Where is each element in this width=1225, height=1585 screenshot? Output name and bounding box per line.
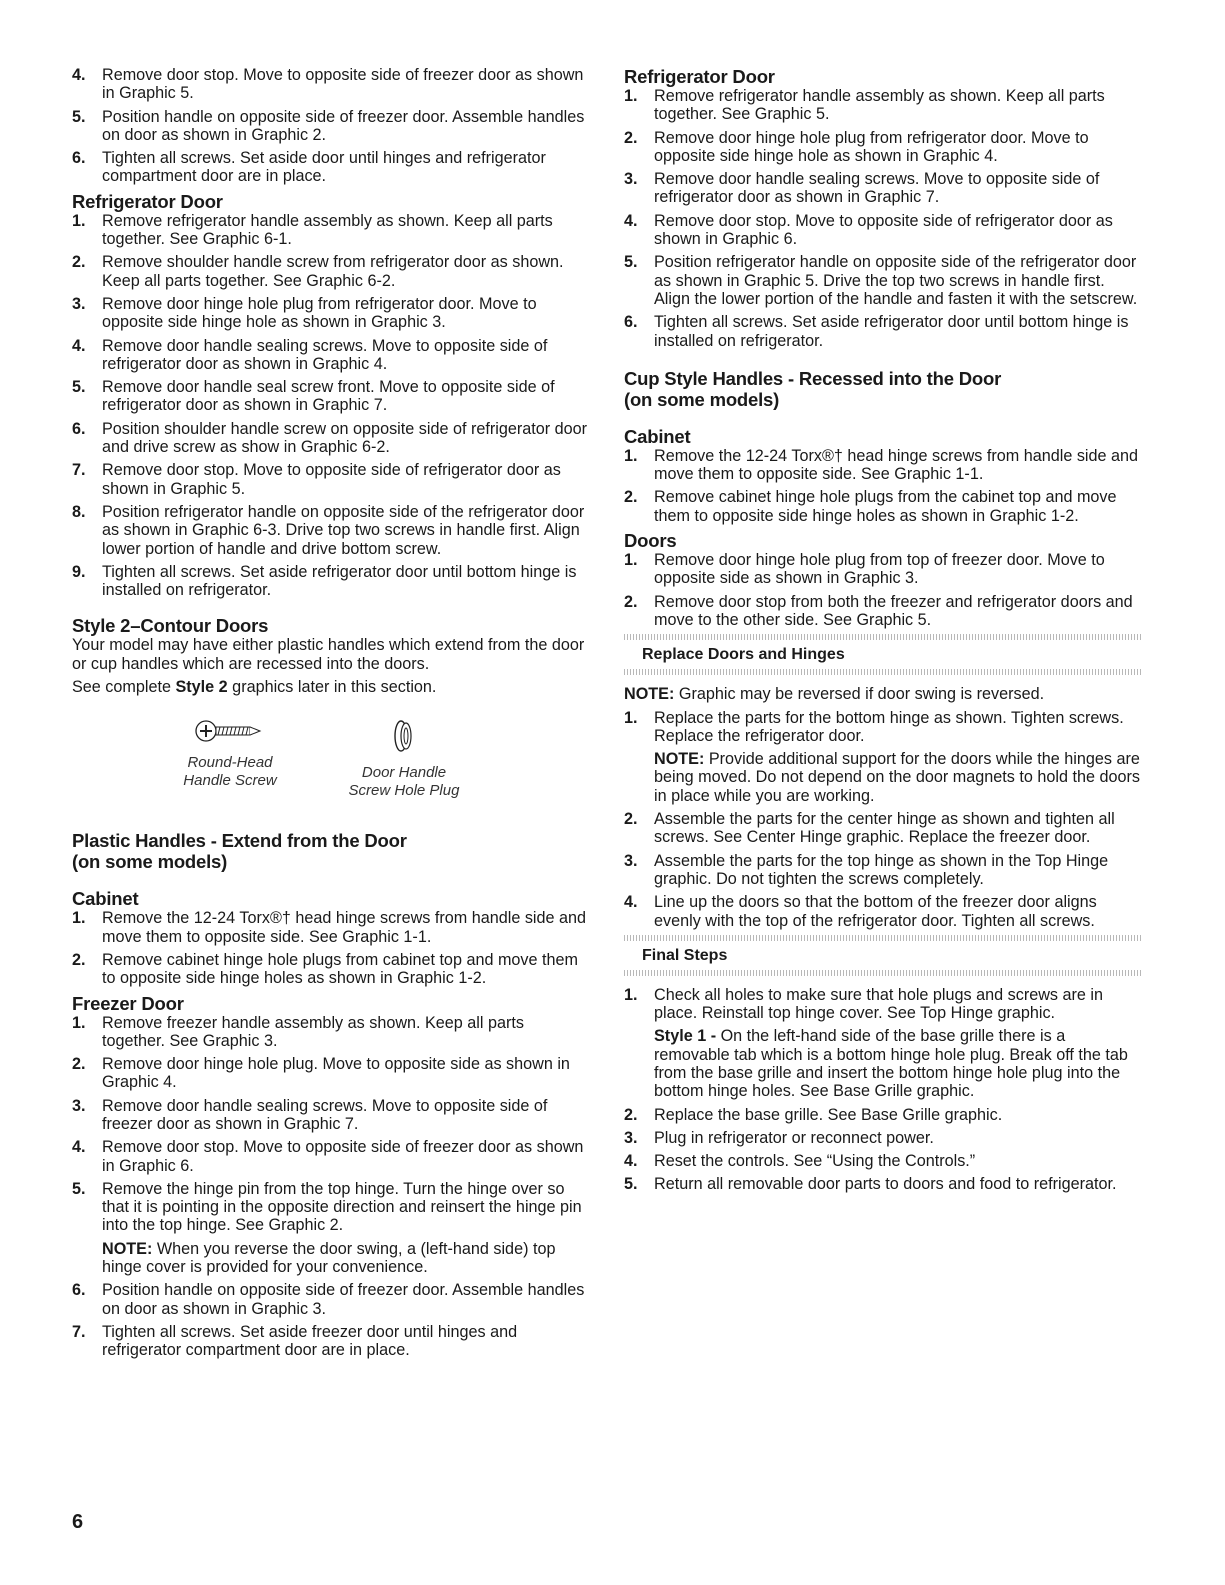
style1-text: On the left-hand side of the base grille there is a removable tab which is a bottom hinge hole plug. Break off the tab from the base grille and insert the bottom hinge hole plug into the bottom hinge holes. See Base Grille graphic. xyxy=(654,1027,1128,1101)
refrigerator-door-heading: Refrigerator Door xyxy=(72,190,223,212)
freezer-step5-note xyxy=(102,1240,588,1277)
step-text: Remove door hinge hole plug. Move to opposite side as shown in Graphic 4. xyxy=(102,1055,570,1092)
step-text: Position refrigerator handle on opposite side of the refrigerator door as shown in Graphic 6-3. Drive top two screws in handle first. Align lower portion of handle and drive bottom screw. xyxy=(102,502,585,558)
right-refrigerator-door-steps xyxy=(624,87,1142,350)
right-cabinet-heading: Cabinet xyxy=(624,425,691,447)
step-number: 2. xyxy=(624,810,638,829)
replace-steps-rest xyxy=(624,810,1142,930)
step-number: 3. xyxy=(72,294,86,313)
step-text: Remove the 12-24 Torx®† head hinge screws from handle side and move them to opposite side. See Graphic 1-1. xyxy=(102,909,587,946)
style2-graphics-note xyxy=(72,678,588,696)
freezer-door-steps-a xyxy=(72,1014,588,1175)
round-head-screw-figure xyxy=(170,716,290,800)
style1-note xyxy=(654,1027,1142,1100)
list-item xyxy=(72,1281,588,1318)
step-text: Remove door handle sealing screws. Move to opposite side of freezer door as shown in Graphic 7. xyxy=(102,1096,548,1133)
freezer-door-heading: Freezer Door xyxy=(72,992,184,1014)
step-text: Remove refrigerator handle assembly as shown. Keep all parts together. See Graphic 6-1. xyxy=(102,211,553,249)
step-number: 3. xyxy=(624,170,638,189)
step-number: 1. xyxy=(624,446,638,465)
step-number: 1. xyxy=(72,211,86,230)
list-item xyxy=(624,709,1142,805)
list-item xyxy=(624,593,1142,630)
step-number: 2. xyxy=(72,950,86,969)
list-item xyxy=(624,1129,1142,1147)
step-text: Remove shoulder handle screw from refrigerator door as shown. Keep all parts together. See Graphic 6-2. xyxy=(102,253,564,290)
intro-steps-list xyxy=(72,66,588,186)
step-text: Remove cabinet hinge hole plugs from cabinet top and move them to opposite side hinge holes as shown in Graphic 1-2. xyxy=(102,950,579,988)
step-text: Remove door handle sealing screws. Move to opposite side of refrigerator door as shown in Graphic 4. xyxy=(102,336,548,373)
step-text: Remove door hinge hole plug from refrigerator door. Move to opposite side hinge hole as shown in Graphic 4. xyxy=(654,128,1089,165)
list-item xyxy=(72,420,588,457)
step-text: Remove freezer handle assembly as shown. Keep all parts together. See Graphic 3. xyxy=(102,1013,524,1050)
list-item xyxy=(72,108,588,145)
section-divider xyxy=(624,669,1142,675)
replace-step1-note xyxy=(654,750,1142,805)
style2-description: Your model may have either plastic handles which extend from the door or cup handles which are recessed into the doors. xyxy=(72,636,585,673)
hole-plug-icon xyxy=(389,716,419,756)
list-item xyxy=(72,337,588,374)
list-item xyxy=(72,1055,588,1092)
step-number: 6. xyxy=(624,313,638,332)
list-item xyxy=(72,378,588,415)
note-label: NOTE: xyxy=(102,1239,153,1258)
step-text: Plug in refrigerator or reconnect power. xyxy=(654,1128,934,1147)
doors-heading: Doors xyxy=(624,530,677,552)
step-number: 1. xyxy=(72,1013,86,1032)
step-number: 1. xyxy=(624,551,638,570)
hole-plug-caption-1: Door Handle xyxy=(361,764,447,782)
style2-note-post: graphics later in this section. xyxy=(227,678,437,697)
final-steps-rest xyxy=(624,1106,1142,1194)
right-column xyxy=(624,66,1142,1199)
step-text: Tighten all screws. Set aside refrigerator door until bottom hinge is installed on refrigerator. xyxy=(654,313,1129,350)
note-label: NOTE: xyxy=(624,685,675,704)
left-column xyxy=(72,66,588,1365)
list-item xyxy=(624,447,1142,484)
step-number: 5. xyxy=(72,1179,86,1198)
step-text: Tighten all screws. Set aside door until hinges and refrigerator compartment door are in place. xyxy=(102,149,546,186)
list-item xyxy=(72,149,588,186)
style2-note-bold: Style 2 xyxy=(175,678,228,697)
step-number: 4. xyxy=(72,66,86,84)
list-item xyxy=(624,87,1142,124)
plastic-handles-heading-line1: Plastic Handles - Extend from the Door xyxy=(72,830,407,852)
list-item xyxy=(72,1323,588,1360)
refrigerator-door-steps xyxy=(72,212,588,600)
step-number: 4. xyxy=(72,336,86,355)
final-steps-title: Final Steps xyxy=(642,946,728,964)
step-number: 1. xyxy=(624,985,638,1004)
step-number: 9. xyxy=(72,562,86,581)
step-text: Position handle on opposite side of freezer door. Assemble handles on door as shown in Graphic 3. xyxy=(102,1281,585,1318)
step-number: 1. xyxy=(624,87,638,105)
step-number: 2. xyxy=(72,1055,86,1074)
style2-heading: Style 2–Contour Doors xyxy=(72,615,269,637)
cup-handles-heading xyxy=(624,368,1142,410)
list-item xyxy=(624,170,1142,207)
list-item xyxy=(624,1175,1142,1193)
step-number: 2. xyxy=(624,488,638,507)
round-head-screw-icon xyxy=(190,716,270,746)
list-item xyxy=(72,1097,588,1134)
freezer-door-step-5 xyxy=(72,1180,588,1276)
left-cabinet-steps xyxy=(72,909,588,987)
step-number: 4. xyxy=(624,893,638,912)
list-item xyxy=(72,503,588,558)
step-number: 2. xyxy=(72,253,86,272)
step-number: 3. xyxy=(72,1096,86,1115)
step-text: Remove door hinge hole plug from refrigerator door. Move to opposite side hinge hole as shown in Graphic 3. xyxy=(102,294,537,332)
final-step-1 xyxy=(624,986,1142,1101)
right-refrigerator-door-heading: Refrigerator Door xyxy=(624,66,775,87)
list-item xyxy=(624,488,1142,525)
list-item xyxy=(72,295,588,332)
round-head-caption-2: Handle Screw xyxy=(183,772,277,790)
step-text: Remove door stop. Move to opposite side of freezer door as shown in Graphic 6. xyxy=(102,1138,584,1175)
replace-note xyxy=(624,685,1142,703)
parts-figures xyxy=(72,716,588,800)
list-item xyxy=(624,253,1142,308)
step-number: 6. xyxy=(72,149,86,168)
step-number: 1. xyxy=(72,909,86,928)
step-number: 5. xyxy=(624,1175,638,1194)
list-item xyxy=(624,852,1142,889)
step-number: 7. xyxy=(72,461,86,480)
list-item xyxy=(624,1152,1142,1170)
list-item xyxy=(72,1014,588,1051)
step-number: 1. xyxy=(624,708,638,727)
left-cabinet-heading: Cabinet xyxy=(72,888,139,910)
step-text: Remove door stop from both the freezer and refrigerator doors and move to the other side. See Graphic 5. xyxy=(654,592,1133,629)
plastic-handles-heading-line2: (on some models) xyxy=(72,851,228,873)
step-text: Check all holes to make sure that hole plugs and screws are in place. Reinstall top hinge cover. See Top Hinge graphic. xyxy=(654,985,1103,1023)
step-text: Assemble the parts for the top hinge as shown in the Top Hinge graphic. Do not tighten the screws completely. xyxy=(654,851,1109,888)
step-text: Position refrigerator handle on opposite side of the refrigerator door as shown in Graphic 5. Drive the top two screws in handle first. Align the lower portion of the handle and fasten it with the setscrew. xyxy=(654,253,1138,308)
list-item xyxy=(72,1180,588,1276)
list-item xyxy=(624,212,1142,249)
step-number: 5. xyxy=(72,378,86,397)
step-number: 6. xyxy=(72,1281,86,1300)
cup-handles-heading-line2: (on some models) xyxy=(624,388,780,410)
step-number: 2. xyxy=(624,128,638,147)
page-number: 6 xyxy=(72,1511,84,1533)
step-number: 3. xyxy=(624,851,638,870)
step-text: Remove door handle seal screw front. Move to opposite side of refrigerator door as shown in Graphic 7. xyxy=(102,378,555,415)
step-text: Position shoulder handle screw on opposite side of refrigerator door and drive screw as show in Graphic 6-2. xyxy=(102,419,588,457)
list-item xyxy=(624,810,1142,847)
round-head-caption-1: Round-Head xyxy=(187,754,273,772)
step-number: 5. xyxy=(72,107,86,126)
replace-doors-title: Replace Doors and Hinges xyxy=(642,646,845,664)
step-text: Remove door stop. Move to opposite side of freezer door as shown in Graphic 5. xyxy=(102,66,584,103)
note-text: Graphic may be reversed if door swing is reversed. xyxy=(674,685,1045,704)
list-item xyxy=(72,212,588,249)
step-text: Position handle on opposite side of freezer door. Assemble handles on door as shown in Graphic 2. xyxy=(102,107,585,144)
hole-plug-caption-2: Screw Hole Plug xyxy=(348,782,460,800)
style1-label: Style 1 - xyxy=(654,1027,717,1046)
list-item xyxy=(72,253,588,290)
doors-steps xyxy=(624,551,1142,629)
step-number: 4. xyxy=(624,1152,638,1171)
note-text: When you reverse the door swing, a (left-hand side) top hinge cover is provided for your convenience. xyxy=(102,1239,556,1277)
step-text: Remove door stop. Move to opposite side of refrigerator door as shown in Graphic 5. xyxy=(102,461,561,498)
plastic-handles-heading xyxy=(72,830,588,872)
step-text: Remove door stop. Move to opposite side of refrigerator door as shown in Graphic 6. xyxy=(654,211,1113,249)
step-text: Remove door handle sealing screws. Move to opposite side of refrigerator door as shown in Graphic 7. xyxy=(654,170,1100,207)
list-item xyxy=(624,1106,1142,1124)
step-text: Reset the controls. See “Using the Controls.” xyxy=(654,1152,976,1171)
list-item xyxy=(72,461,588,498)
step-number: 4. xyxy=(72,1138,86,1157)
replace-step-1 xyxy=(624,709,1142,805)
step-number: 2. xyxy=(624,592,638,611)
step-text: Remove door hinge hole plug from top of freezer door. Move to opposite side as shown in Graphic 3. xyxy=(654,551,1105,588)
right-cabinet-steps xyxy=(624,447,1142,525)
list-item xyxy=(72,66,588,103)
step-text: Tighten all screws. Set aside refrigerator door until bottom hinge is installed on refrigerator. xyxy=(102,562,577,600)
freezer-door-steps-b xyxy=(72,1281,588,1359)
list-item xyxy=(72,951,588,988)
step-text: Assemble the parts for the center hinge as shown and tighten all screws. See Center Hinge graphic. Replace the freezer door. xyxy=(654,810,1115,847)
step-number: 5. xyxy=(624,253,638,272)
list-item xyxy=(624,129,1142,166)
step-text: Line up the doors so that the bottom of the freezer door aligns evenly with the top of the refrigerator door. Tighten all screws. xyxy=(654,893,1097,930)
list-item xyxy=(72,563,588,600)
step-text: Remove the hinge pin from the top hinge. Turn the hinge over so that it is pointing in the opposite direction and reinsert the hinge pin into the top hinge. See Graphic 2. xyxy=(102,1179,582,1235)
note-label: NOTE: xyxy=(654,750,705,769)
list-item xyxy=(624,986,1142,1101)
step-text: Remove cabinet hinge hole plugs from the cabinet top and move them to opposite side hinge holes as shown in Graphic 1-2. xyxy=(654,488,1117,525)
step-text: Replace the base grille. See Base Grille graphic. xyxy=(654,1105,1003,1124)
step-number: 7. xyxy=(72,1322,86,1341)
list-item xyxy=(624,893,1142,930)
step-text: Remove refrigerator handle assembly as shown. Keep all parts together. See Graphic 5. xyxy=(654,87,1105,124)
step-text: Return all removable door parts to doors and food to refrigerator. xyxy=(654,1175,1117,1194)
section-divider xyxy=(624,970,1142,976)
step-text: Remove the 12-24 Torx®† head hinge screws from handle side and move them to opposite side. See Graphic 1-1. xyxy=(654,446,1139,484)
list-item xyxy=(624,551,1142,588)
cup-handles-heading-line1: Cup Style Handles - Recessed into the Door xyxy=(624,367,1002,389)
step-number: 2. xyxy=(624,1105,638,1124)
note-text: Provide additional support for the doors while the hinges are being moved. Do not depend on the door magnets to hold the doors in place while you are working. xyxy=(654,750,1140,805)
hole-plug-figure xyxy=(334,716,474,800)
step-number: 3. xyxy=(624,1128,638,1147)
step-text: Tighten all screws. Set aside freezer door until hinges and refrigerator compartment door are in place. xyxy=(102,1322,518,1360)
step-number: 4. xyxy=(624,211,638,230)
style2-note-pre: See complete xyxy=(72,678,176,697)
step-text: Replace the parts for the bottom hinge as shown. Tighten screws. Replace the refrigerator door. xyxy=(654,708,1124,745)
list-item xyxy=(72,1138,588,1175)
list-item xyxy=(72,909,588,946)
list-item xyxy=(624,313,1142,350)
step-number: 6. xyxy=(72,419,86,438)
step-number: 8. xyxy=(72,502,86,521)
